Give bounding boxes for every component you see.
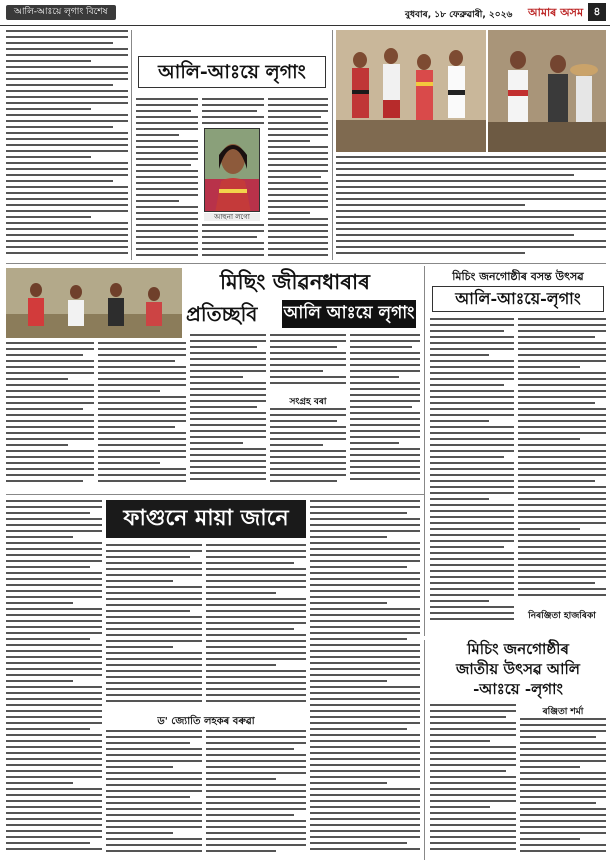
author-photo xyxy=(204,128,260,212)
issue-date: বুধবাৰ, ১৮ ফেব্ৰুৱাৰী, ২০২৬ xyxy=(405,10,513,20)
article2-subhead: সংগ্ৰহ বৰা xyxy=(289,397,327,407)
article5-headline-line2: জাতীয় উৎসৱ আলি xyxy=(456,660,580,678)
article4-byline: ড' জ্যোতি লহকৰ বৰুৱা xyxy=(157,716,255,727)
author-caption: আহুনা লগো xyxy=(204,213,260,221)
article2-column-2 xyxy=(98,342,186,490)
article2-column-5 xyxy=(350,334,420,490)
photo-caption-text-top xyxy=(336,156,606,260)
article5-headline-line1: মিচিং জনগোষ্ঠীৰ xyxy=(467,640,569,658)
page-number: ৪ xyxy=(588,3,606,21)
article2-column-4 xyxy=(270,334,346,392)
article1-column-3 xyxy=(202,98,264,126)
article4-column-2 xyxy=(106,544,202,710)
article1-left-column xyxy=(6,30,128,260)
article4-headline: ফাগুনে মায়া জানে xyxy=(106,500,306,538)
article3-headline: আলি-আঃয়ে-লৃগাং xyxy=(432,286,604,312)
article1-column-3b xyxy=(202,224,264,260)
page-header xyxy=(0,0,610,26)
article2-headline-box: আলি আঃয়ে লৃগাং xyxy=(282,300,416,328)
article2-headline-line1: মিছিং জীৱনধাৰাৰ xyxy=(220,269,370,294)
article2-headline-line2: প্ৰতিচ্ছবি xyxy=(186,302,258,326)
article4-column-3 xyxy=(206,544,306,710)
article4-column-4 xyxy=(310,500,420,858)
article2-column-4b xyxy=(270,408,346,490)
article3-column-1 xyxy=(430,318,514,630)
newspaper-logo: আমাৰ অসম xyxy=(528,6,584,19)
article3-byline: নিৰঞ্জিতা হাজৰিকা xyxy=(528,611,596,621)
article4-column-2b xyxy=(106,730,202,858)
article1-column-4 xyxy=(268,98,328,260)
article4-column-3b xyxy=(206,730,306,858)
article2-column-1 xyxy=(6,342,94,490)
article5-column-2 xyxy=(520,718,606,858)
article5-byline: ৰঞ্জিতা শৰ্মা xyxy=(542,707,584,717)
article2-photo-villagers xyxy=(6,268,182,338)
article4-column-1 xyxy=(6,500,102,858)
article1-column-2 xyxy=(136,98,198,260)
article5-headline-line3: -আঃয়ে -লৃগাং xyxy=(473,680,563,698)
article1-headline: আলি-আঃয়ে লৃগাং xyxy=(138,56,326,88)
article3-column-2 xyxy=(518,318,606,604)
section-label: আলি-আঃয়ে লৃগাং বিশেষ xyxy=(6,5,116,20)
festival-photo-musicians xyxy=(488,30,606,152)
article3-kicker: মিচিং জনগোষ্ঠীৰ বসন্ত উৎসৱ xyxy=(452,270,584,283)
article2-column-3 xyxy=(190,334,266,490)
article5-column-1 xyxy=(430,704,516,858)
festival-photo-dancers xyxy=(336,30,486,152)
